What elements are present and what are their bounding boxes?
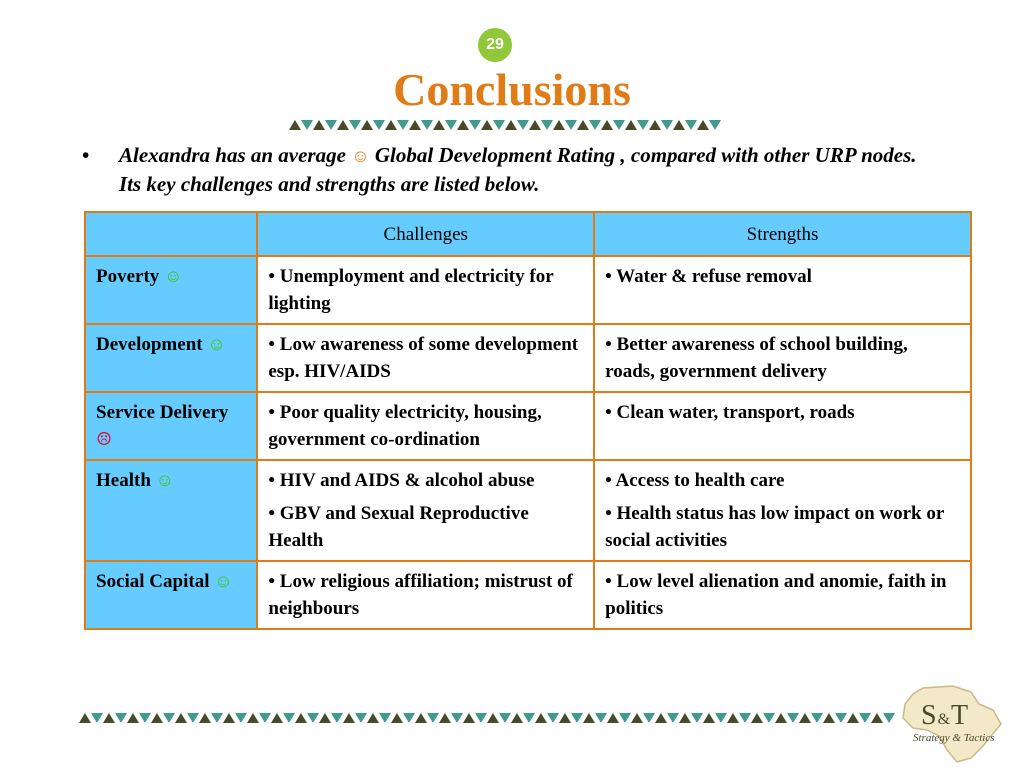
pattern-triangle [433, 120, 445, 130]
pattern-triangle [469, 120, 481, 130]
pattern-triangle [409, 120, 421, 130]
intro-text-after: Global Development Rating , compared with other URP nodes. Its key challenges and strengths are listed below. [119, 143, 917, 196]
category-label: Service Delivery [96, 402, 229, 423]
header-challenges: Challenges [257, 212, 594, 256]
pattern-triangle [727, 713, 739, 723]
row-strengths [594, 256, 971, 324]
pattern-triangle [451, 713, 463, 723]
slide-title: Conclusions [393, 64, 631, 115]
row-category [85, 561, 257, 629]
pattern-triangle [685, 120, 697, 130]
pattern-triangle [715, 713, 727, 723]
pattern-triangle [547, 713, 559, 723]
pattern-triangle [577, 120, 589, 130]
pattern-triangle [643, 713, 655, 723]
pattern-triangle [499, 713, 511, 723]
challenge-item: • Poor quality electricity, housing, government co-ordination [268, 402, 542, 450]
neutral-face-icon: ☺ [207, 334, 226, 354]
challenge-item: • HIV and AIDS & alcohol abuse [268, 470, 535, 491]
logo-ampersand: & [937, 711, 952, 728]
pattern-triangle [511, 713, 523, 723]
challenge-item: • Low awareness of some development esp. HIV/AIDS [268, 334, 579, 382]
pattern-triangle [247, 713, 259, 723]
pattern-triangle [439, 713, 451, 723]
pattern-triangle [553, 120, 565, 130]
row-challenges [257, 256, 594, 324]
strength-item: • Water & refuse removal [605, 266, 812, 287]
pattern-triangle [631, 713, 643, 723]
pattern-triangle [187, 713, 199, 723]
table-row [85, 324, 971, 392]
pattern-triangle [355, 713, 367, 723]
row-challenges [257, 392, 594, 460]
pattern-triangle [487, 713, 499, 723]
row-challenges [257, 324, 594, 392]
pattern-triangle [337, 120, 349, 130]
intro-text [119, 141, 929, 198]
pattern-triangle [655, 713, 667, 723]
pattern-triangle [319, 713, 331, 723]
neutral-face-icon: ☺ [214, 571, 233, 591]
pattern-triangle [799, 713, 811, 723]
pattern-triangle [739, 713, 751, 723]
smiley-face-icon: ☺ [155, 470, 175, 490]
pattern-triangle [403, 713, 415, 723]
pattern-triangle [661, 120, 673, 130]
pattern-triangle [415, 713, 427, 723]
row-challenges [257, 460, 594, 561]
pattern-triangle [667, 713, 679, 723]
pattern-triangle [625, 120, 637, 130]
triangle-pattern-top [289, 119, 725, 131]
pattern-triangle [91, 713, 103, 723]
pattern-triangle [175, 713, 187, 723]
strength-item: • Better awareness of school building, roads, government delivery [605, 334, 908, 382]
pattern-triangle [427, 713, 439, 723]
pattern-triangle [823, 713, 835, 723]
pattern-triangle [379, 713, 391, 723]
pattern-triangle [775, 713, 787, 723]
pattern-triangle [283, 713, 295, 723]
logo-letter-t: T [951, 700, 970, 731]
pattern-triangle [301, 120, 313, 130]
pattern-triangle [835, 713, 847, 723]
strength-item: • Health status has low impact on work or social activities [605, 503, 944, 551]
pattern-triangle [373, 120, 385, 130]
pattern-triangle [343, 713, 355, 723]
pattern-triangle [481, 120, 493, 130]
pattern-triangle [847, 713, 859, 723]
pattern-triangle [559, 713, 571, 723]
pattern-triangle [103, 713, 115, 723]
conclusions-table [84, 211, 972, 630]
pattern-triangle [463, 713, 475, 723]
pattern-triangle [529, 120, 541, 130]
table-row [85, 460, 971, 561]
row-category [85, 392, 257, 460]
table-row [85, 256, 971, 324]
row-category [85, 324, 257, 392]
category-label: Health [96, 470, 151, 491]
pattern-triangle [331, 713, 343, 723]
triangle-pattern-bottom [79, 712, 899, 724]
pattern-triangle [523, 713, 535, 723]
pattern-triangle [223, 713, 235, 723]
row-strengths [594, 392, 971, 460]
pattern-triangle [571, 713, 583, 723]
pattern-triangle [649, 120, 661, 130]
pattern-triangle [163, 713, 175, 723]
pattern-triangle [271, 713, 283, 723]
pattern-triangle [151, 713, 163, 723]
pattern-triangle [367, 713, 379, 723]
table-row [85, 561, 971, 629]
challenge-item: • Low religious affiliation; mistrust of neighbours [268, 571, 573, 619]
logo-subtitle: Strategy & Tactics [913, 732, 995, 744]
pattern-triangle [607, 713, 619, 723]
pattern-triangle [583, 713, 595, 723]
pattern-triangle [235, 713, 247, 723]
pattern-triangle [859, 713, 871, 723]
row-strengths [594, 324, 971, 392]
pattern-triangle [505, 120, 517, 130]
pattern-triangle [517, 120, 529, 130]
row-strengths [594, 460, 971, 561]
category-label: Poverty [96, 266, 160, 287]
neutral-face-icon: ☺ [164, 266, 183, 286]
pattern-triangle [349, 120, 361, 130]
header-empty [85, 212, 257, 256]
pattern-triangle [445, 120, 457, 130]
pattern-triangle [199, 713, 211, 723]
pattern-triangle [115, 713, 127, 723]
pattern-triangle [385, 120, 397, 130]
pattern-triangle [637, 120, 649, 130]
pattern-triangle [493, 120, 505, 130]
pattern-triangle [601, 120, 613, 130]
pattern-triangle [361, 120, 373, 130]
pattern-triangle [289, 120, 301, 130]
page-number-badge: 29 [478, 28, 512, 62]
pattern-triangle [295, 713, 307, 723]
row-challenges [257, 561, 594, 629]
pattern-triangle [565, 120, 577, 130]
header-strengths: Strengths [594, 212, 971, 256]
neutral-face-icon: ☺ [351, 146, 370, 166]
pattern-triangle [709, 120, 721, 130]
table-header-row [85, 212, 971, 256]
pattern-triangle [703, 713, 715, 723]
pattern-triangle [79, 713, 91, 723]
pattern-triangle [391, 713, 403, 723]
pattern-triangle [613, 120, 625, 130]
logo-text [921, 700, 969, 732]
pattern-triangle [211, 713, 223, 723]
strength-item: • Access to health care [605, 470, 785, 491]
pattern-triangle [751, 713, 763, 723]
category-label: Development [96, 334, 203, 355]
pattern-triangle [127, 713, 139, 723]
pattern-triangle [679, 713, 691, 723]
pattern-triangle [421, 120, 433, 130]
table-body [85, 256, 971, 629]
row-category [85, 460, 257, 561]
pattern-triangle [139, 713, 151, 723]
pattern-triangle [691, 713, 703, 723]
pattern-triangle [457, 120, 469, 130]
challenge-item: • GBV and Sexual Reproductive Health [268, 503, 529, 551]
pattern-triangle [535, 713, 547, 723]
pattern-triangle [871, 713, 883, 723]
pattern-triangle [475, 713, 487, 723]
logo-letter-s: S [921, 700, 938, 731]
strength-item: • Low level alienation and anomie, faith in politics [605, 571, 947, 619]
pattern-triangle [619, 713, 631, 723]
pattern-triangle [589, 120, 601, 130]
intro-text-before: Alexandra has an average [119, 143, 352, 167]
row-category [85, 256, 257, 324]
pattern-triangle [787, 713, 799, 723]
pattern-triangle [259, 713, 271, 723]
sad-face-icon: ☹ [96, 429, 113, 449]
pattern-triangle [307, 713, 319, 723]
category-label: Social Capital [96, 571, 210, 592]
bullet-dot: • [82, 143, 90, 167]
strength-item: • Clean water, transport, roads [605, 402, 855, 423]
challenge-item: • Unemployment and electricity for lighting [268, 266, 554, 314]
pattern-triangle [595, 713, 607, 723]
pattern-triangle [811, 713, 823, 723]
strategy-tactics-logo [883, 684, 1013, 764]
table-row [85, 392, 971, 460]
pattern-triangle [697, 120, 709, 130]
row-strengths [594, 561, 971, 629]
pattern-triangle [763, 713, 775, 723]
pattern-triangle [397, 120, 409, 130]
pattern-triangle [313, 120, 325, 130]
pattern-triangle [325, 120, 337, 130]
pattern-triangle [541, 120, 553, 130]
pattern-triangle [673, 120, 685, 130]
